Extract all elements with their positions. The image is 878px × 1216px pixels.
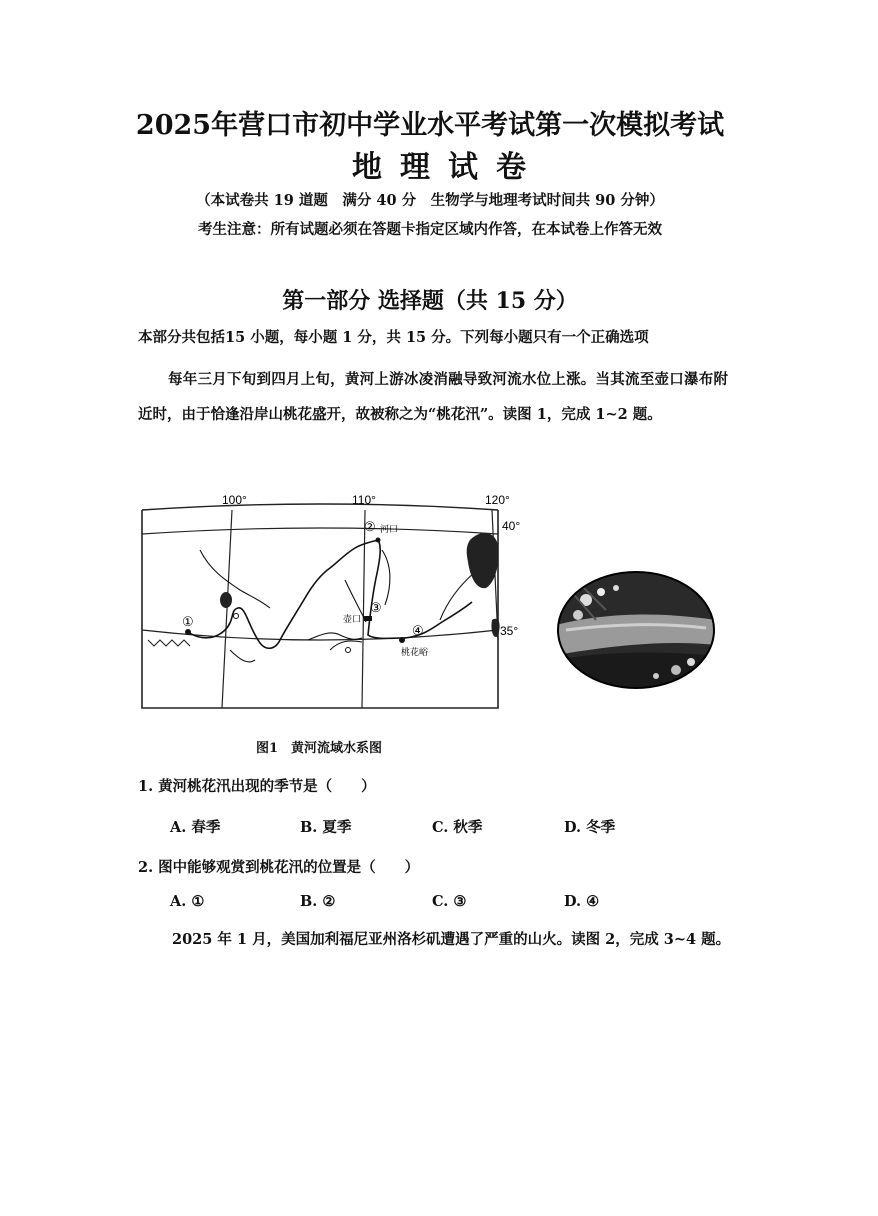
yellow-river-main	[188, 540, 472, 648]
lon-label-110: 110°	[352, 493, 376, 507]
mountain-hatch	[148, 640, 190, 646]
marker-label-3: ③	[370, 601, 382, 616]
question-2: 2. 图中能够观赏到桃花汛的位置是（ ）	[138, 859, 420, 876]
lat-label-40: 40°	[502, 519, 521, 533]
q2-option-b[interactable]: B. ②	[300, 893, 336, 910]
top-border-parallel	[142, 504, 498, 510]
marker-label-1: ①	[182, 615, 194, 630]
subject-title: 地理试卷	[352, 150, 544, 185]
marker-point-4	[399, 637, 405, 643]
lon-label-100: 100°	[222, 493, 247, 507]
exam-title: 2025年营口市初中学业水平考试第一次模拟考试	[135, 110, 725, 141]
tributary	[200, 550, 270, 608]
q1-option-a[interactable]: A. 春季	[170, 819, 221, 836]
city-dot	[234, 614, 239, 619]
candidate-notice: 考生注意：所有试题必须在答题卡指定区域内作答，在本试卷上作答无效	[198, 221, 662, 238]
marker-point-2	[376, 538, 381, 543]
parallel-40	[142, 528, 498, 534]
peach-blossom-flood-photo	[556, 570, 716, 690]
meridian-100	[222, 510, 232, 708]
place-hekou: 河口	[380, 525, 399, 535]
part-title: 第一部分 选择题（共 15 分）	[282, 288, 578, 314]
city-dot	[346, 648, 351, 653]
marker-label-4: ④	[412, 624, 424, 639]
reading-passage: 每年三月下旬到四月上旬，黄河上游冰凌消融导致河流水位上涨。当其流至壶口瀑布附近时，由于恰逢沿岸山桃花盛开，故被称之为“桃花汛”。读图 1，完成 1~2 题。	[138, 371, 728, 423]
tributary	[308, 633, 362, 640]
q2-option-d[interactable]: D. ④	[564, 893, 600, 910]
yellow-sea	[491, 619, 499, 637]
meridian-110	[362, 510, 365, 708]
reading-passage-2: 2025 年 1 月，美国加利福尼亚州洛杉矶遭遇了严重的山火。读图 2，完成 3~4 题。	[172, 931, 731, 948]
marker-label-2: ②	[364, 520, 376, 535]
lat-label-35: 35°	[500, 624, 519, 638]
hukou-marker	[364, 616, 372, 621]
q1-option-c[interactable]: C. 秋季	[432, 819, 483, 836]
yellow-river-map	[130, 490, 521, 720]
bohai-sea	[467, 533, 499, 588]
place-taohuayu: 桃花峪	[401, 648, 429, 658]
lon-label-120: 120°	[485, 493, 510, 507]
tributary	[382, 550, 390, 605]
q1-option-b[interactable]: B. 夏季	[300, 819, 352, 836]
figure-caption: 图1 黄河流域水系图	[256, 741, 383, 756]
lake	[220, 592, 232, 608]
q2-option-a[interactable]: A. ①	[170, 893, 205, 910]
q2-option-c[interactable]: C. ③	[432, 893, 467, 910]
part-instructions: 本部分共包括15 小题，每小题 1 分，共 15 分。下列每小题只有一个正确选项	[138, 329, 649, 346]
question-1: 1. 黄河桃花汛出现的季节是（ ）	[138, 778, 376, 795]
place-hukou: 壶口	[343, 615, 362, 625]
q1-option-d[interactable]: D. 冬季	[564, 819, 616, 836]
exam-info: （本试卷共 19 道题 满分 40 分 生物学与地理考试时间共 90 分钟）	[196, 192, 664, 209]
tributary	[230, 650, 255, 662]
